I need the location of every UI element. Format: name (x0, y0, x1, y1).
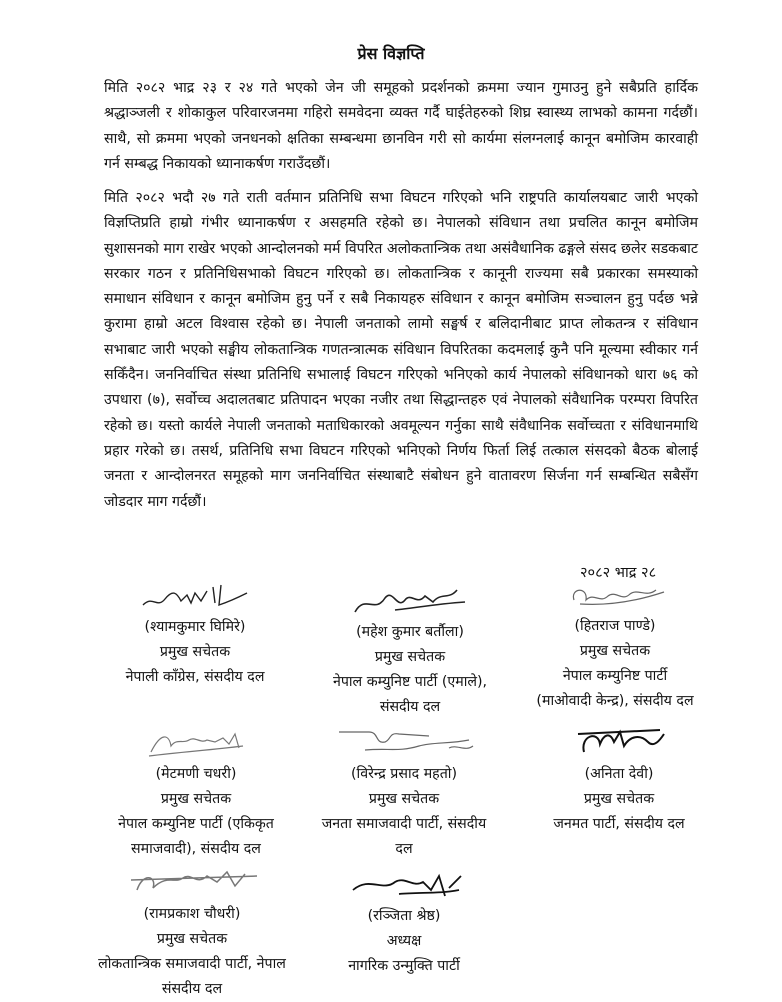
signatory-party: जनता समाजवादी पार्टी, संसदीय (321, 816, 487, 832)
signature-scribble (135, 575, 255, 615)
signature-scribble (329, 722, 479, 762)
signatory-party-cont: दल (395, 841, 413, 857)
signatory-party: जनमत पार्टी, संसदीय दल (553, 816, 685, 832)
signatory-party: नेपाल कम्युनिष्ट पार्टी (562, 668, 668, 684)
signatory-block (70, 862, 314, 1002)
signatory-party-cont: (माओवादी केन्द्र), संसदीय दल (536, 693, 694, 709)
signatory-block (512, 722, 726, 837)
signature-scribble (339, 868, 469, 904)
signatory-party-cont: संसदीय दल (161, 981, 223, 997)
signatory-name: (महेश कुमार बर्तौला) (356, 624, 464, 640)
document-date: २०८२ भाद्र २८ (580, 565, 657, 581)
signature-scribble (560, 578, 670, 614)
signatory-name: (विरेन्द्र प्रसाद महतो) (350, 766, 458, 782)
signatory-party: नेपाली काँग्रेस, संसदीय दल (125, 669, 265, 685)
signatory-name: (रामप्रकाश चौधरी) (143, 906, 241, 922)
signatory-title: प्रमुख सचेतक (160, 791, 232, 807)
signatory-block (302, 580, 518, 720)
signatory-block (296, 868, 512, 979)
signatory-party-cont: समाजवादी), संसदीय दल (131, 841, 261, 857)
signature-scribble (564, 722, 674, 762)
signatory-title: प्रमुख सचेतक (579, 643, 651, 659)
signatory-party: नागरिक उन्मुक्ति पार्टी (348, 958, 460, 974)
document-title: प्रेस विज्ञप्ति (357, 44, 425, 63)
paragraph-dissolution-statement: मिति २०८२ भदौ २७ गते राती वर्तमान प्रतिनिधि सभा विघटन गरिएको भनि राष्ट्रपति कार्यालयबाट जारी भएको विज्ञप्तिप्रति हाम्रो गंभीर ध्यानाकर्षण र असहमति रहेको छ। नेपालको संविधान तथा प्रचलित कानून बमोजिम सुशासनको माग राखेर भएको आन्दोलनको मर्म विपरित अलोकतान्त्रिक तथा असंवैधानिक ढङ्गले संसद छलेर सडकबाट सरकार गठन र प्रतिनिधिसभाको विघटन गरिएको छ। लोकतान्त्रिक र कानूनी राज्यमा सबै प्रकारका समस्याको समाधान संविधान र कानून बमोजिम हुनु पर्ने र सबै निकायहरु संविधान र कानून बमोजिम सञ्चालन हुनु पर्दछ भन्ने कुरामा हाम्रो अटल विश्वास रहेको छ। नेपाली जनताको लामो सङ्घर्ष र बलिदानीबाट प्राप्त लोकतन्त्र र संविधान सभाबाट जारी भएको सङ्घीय लोकतान्त्रिक गणतन्त्रात्मक संविधान विपरितका कदमलाई कुनै पनि मूल्यमा स्वीकार गर्न सकिँदैन। जननिर्वाचित संस्था प्रतिनिधि सभालाई विघटन गरिएको भनिएको कार्य नेपालको संविधानको धारा ७६ को उपधारा (७), सर्वोच्च अदालतबाट प्रतिपादन भएका नजीर तथा सिद्धान्तहरु एवं नेपालको संवैधानिक परम्परा विपरित रहेको छ। यस्तो कार्यले नेपाली जनताको मताधिकारको अवमूल्यन गर्नुका साथै संवैधानिक सर्वोच्चता र संविधानमाथि प्रहार गरेको छ। तसर्थ, प्रतिनिधि सभा विघटन गरिएको भनिएको निर्णय फिर्ता लिई तत्काल संसदको बैठक बोलाई जनता र आन्दोलनरत समूहको माग जननिर्वाचित संस्थाबाटै संबोधन हुने वातावरण सिर्जना गर्न सम्बन्धित सबैसँग जोडदार माग गर्दछौं। (104, 190, 698, 510)
signatory-party-cont: संसदीय दल (379, 699, 441, 715)
signatory-block (90, 575, 300, 690)
signature-scribble (345, 580, 475, 620)
signatory-block (508, 578, 722, 714)
signatory-title: प्रमुख सचेतक (156, 931, 228, 947)
signatory-block (86, 722, 306, 862)
signatory-title: प्रमुख सचेतक (583, 791, 655, 807)
signatory-name: (अनिता देवी) (584, 766, 654, 782)
signature-scribble (117, 862, 267, 902)
signatory-title: प्रमुख सचेतक (374, 649, 446, 665)
signatory-title: प्रमुख सचेतक (159, 644, 231, 660)
signatory-party: लोकतान्त्रिक समाजवादी पार्टी, नेपाल (98, 956, 286, 972)
signature-scribble (131, 722, 261, 762)
signatory-party: नेपाल कम्युनिष्ट पार्टी (एकिकृत (118, 816, 274, 832)
paragraph-condolence: मिति २०८२ भाद्र २३ र २४ गते भएको जेन जी समूहको प्रदर्शनको क्रममा ज्यान गुमाउनु हुने सबैप्रति हार्दिक श्रद्धाञ्जली र शोकाकुल परिवारजनमा गहिरो समवेदना व्यक्त गर्दै घाईतेहरुको शिघ्र स्वास्थ्य लाभको कामना गर्दछौं। साथै, सो क्रममा भएको जनधनको क्षतिका सम्बन्धमा छानविन गरी सो कार्यमा संलग्नलाई कानून बमोजिम कारवाही गर्न सम्बद्ध निकायको ध्यानाकर्षण गराउँदछौं। (104, 80, 698, 172)
signatory-name: (रञ्जिता श्रेष्ठ) (367, 908, 441, 924)
signatory-title: प्रमुख सचेतक (368, 791, 440, 807)
signatory-name: (हितराज पाण्डे) (574, 618, 656, 634)
signatory-block (296, 722, 512, 862)
signatory-name: (श्यामकुमार घिमिरे) (144, 619, 246, 635)
signatory-party: नेपाल कम्युनिष्ट पार्टी (एमाले), (332, 674, 488, 690)
signatory-name: (मेटमणी चधरी) (155, 766, 237, 782)
signatory-title: अध्यक्ष (386, 933, 422, 949)
